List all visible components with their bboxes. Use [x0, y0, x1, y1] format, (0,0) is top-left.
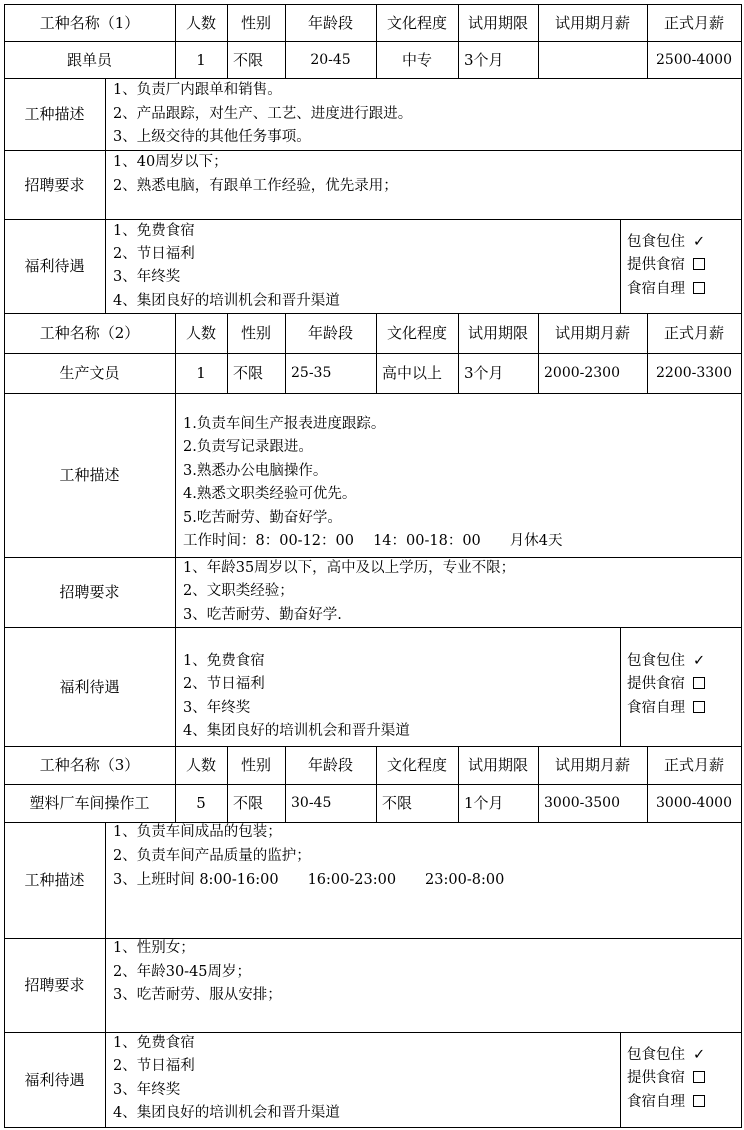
description-label: 工种描述	[24, 105, 85, 123]
job-salary: 2500-4000	[656, 51, 732, 68]
header-age: 年龄段	[307, 13, 353, 32]
header-probation-salary: 试用期月薪	[554, 13, 630, 32]
requirement-line: 2、文职类经验；	[183, 583, 294, 600]
v-rule	[620, 219, 621, 314]
requirement-line: 2、年龄30-45周岁；	[113, 963, 252, 980]
accommodation-option-self	[627, 278, 705, 301]
benefit-line: 4、集团良好的培训机会和晋升渠道	[113, 292, 340, 309]
description-line: 1、负责车间成品的包装；	[113, 824, 282, 840]
header-probation-salary: 试用期月薪	[554, 324, 630, 342]
accommodation-option-board-lodging	[627, 231, 705, 254]
accommodation-label: 食宿自理	[627, 280, 685, 297]
checkbox-icon	[693, 258, 705, 270]
job-count: 1	[196, 364, 206, 382]
job-education: 不限	[382, 794, 413, 812]
job-title-header: 工种名称（3）	[39, 756, 140, 774]
header-gender: 性别	[240, 324, 271, 342]
requirement-line: 1、年龄35周岁以下，高中及以上学历，专业不限；	[183, 560, 516, 576]
v-rule	[741, 4, 742, 314]
v-rule	[175, 393, 176, 747]
benefit-line: 1、免费食宿	[113, 1035, 195, 1051]
checkbox-icon	[693, 701, 705, 713]
accommodation-label: 提供食宿	[627, 676, 685, 693]
job-name: 塑料厂车间操作工	[29, 794, 150, 812]
checkbox-icon	[693, 677, 705, 689]
header-probation-salary: 试用期月薪	[554, 756, 630, 774]
job-education: 高中以上	[382, 364, 443, 382]
job-name: 跟单员	[66, 50, 112, 69]
benefit-line: 3、年终奖	[113, 269, 181, 286]
h-rule	[4, 1127, 742, 1128]
h-rule	[4, 353, 742, 354]
accommodation-label: 食宿自理	[627, 699, 685, 716]
header-age: 年龄段	[307, 756, 353, 774]
benefit-line: 3、年终奖	[183, 699, 251, 716]
job-salary: 3000-4000	[656, 795, 732, 811]
job-age: 30-45	[291, 795, 332, 811]
benefit-line: 2、节日福利	[113, 1058, 195, 1075]
checkbox-icon	[693, 1095, 705, 1107]
requirements-label: 招聘要求	[24, 976, 85, 994]
check-mark-icon: ✓	[693, 653, 706, 669]
job-title-header: 工种名称（1）	[39, 13, 140, 32]
description-line: 工作时间：8：00-12：00 14：00-18：00 月休4天	[183, 533, 563, 549]
header-education: 文化程度	[386, 324, 447, 342]
header-education: 文化程度	[386, 13, 447, 32]
check-mark-icon: ✓	[693, 1047, 706, 1063]
description-line: 2.负责写记录跟进。	[183, 439, 313, 456]
header-probation: 试用期限	[467, 324, 528, 342]
accommodation-label: 提供食宿	[627, 1070, 685, 1087]
requirement-line: 3、吃苦耐劳、服从安排；	[113, 987, 282, 1003]
benefits-label: 福利待遇	[59, 677, 120, 696]
check-mark-icon: ✓	[693, 234, 706, 250]
job-count: 1	[196, 50, 206, 69]
job-name: 生产文员	[59, 364, 120, 382]
job-gender: 不限	[233, 794, 264, 812]
accommodation-option-provided	[627, 1067, 705, 1090]
job-age: 25-35	[291, 365, 332, 381]
accommodation-label: 包食包住	[627, 653, 685, 669]
h-rule	[4, 313, 742, 314]
description-line: 2、负责车间产品质量的监护；	[113, 848, 311, 864]
requirement-line: 1、性别女；	[113, 940, 195, 956]
h-rule	[4, 627, 742, 628]
header-count: 人数	[185, 324, 216, 342]
benefit-line: 4、集团良好的培训机会和晋升渠道	[183, 722, 410, 739]
requirement-line: 1、40周岁以下；	[113, 154, 228, 170]
header-count: 人数	[185, 756, 216, 774]
v-rule	[105, 78, 106, 314]
benefit-line: 2、节日福利	[113, 246, 195, 263]
accommodation-label: 食宿自理	[627, 1093, 685, 1110]
accommodation-option-board-lodging	[627, 1044, 705, 1067]
accommodation-option-board-lodging	[627, 650, 705, 673]
header-probation: 试用期限	[467, 13, 528, 32]
job-probation: 3个月	[464, 364, 504, 382]
benefit-line: 3、年终奖	[113, 1081, 181, 1098]
description-line: 3、上级交待的其他任务事项。	[113, 129, 311, 145]
header-age: 年龄段	[307, 324, 353, 342]
header-salary: 正式月薪	[663, 13, 724, 32]
job-probation: 1个月	[464, 794, 504, 812]
requirement-line: 2、熟悉电脑，有跟单工作经验，优先录用；	[113, 177, 398, 194]
accommodation-label: 包食包住	[627, 234, 685, 250]
header-salary: 正式月薪	[663, 324, 724, 342]
h-rule	[4, 746, 742, 747]
description-line: 3.熟悉办公电脑操作。	[183, 462, 328, 479]
header-gender: 性别	[240, 13, 271, 32]
benefit-line: 2、节日福利	[183, 676, 265, 693]
benefit-line: 4、集团良好的培训机会和晋升渠道	[113, 1104, 340, 1121]
accommodation-label: 包食包住	[627, 1047, 685, 1063]
accommodation-option-self	[627, 697, 705, 720]
accommodation-option-provided	[627, 254, 705, 277]
v-rule	[620, 1032, 621, 1128]
requirement-line: 3、吃苦耐劳、勤奋好学.	[183, 606, 342, 623]
header-count: 人数	[185, 13, 216, 32]
description-line: 1、负责厂内跟单和销售。	[113, 82, 282, 98]
header-probation: 试用期限	[467, 756, 528, 774]
header-education: 文化程度	[386, 756, 447, 774]
checkbox-icon	[693, 282, 705, 294]
h-rule	[4, 784, 742, 785]
benefit-line: 1、免费食宿	[113, 223, 195, 239]
header-salary: 正式月薪	[663, 756, 724, 774]
benefits-label: 福利待遇	[24, 1070, 85, 1089]
v-rule	[105, 822, 106, 1128]
job-age: 20-45	[310, 51, 351, 68]
job-probation-salary: 3000-3500	[544, 795, 620, 811]
benefits-label: 福利待遇	[24, 257, 85, 275]
h-rule	[4, 4, 742, 5]
description-line: 3、上班时间 8:00-16:00 16:00-23:00 23:00-8:00	[113, 872, 505, 888]
h-rule	[4, 393, 742, 394]
description-line: 1.负责车间生产报表进度跟踪。	[183, 416, 386, 432]
accommodation-option-self	[627, 1091, 705, 1114]
h-rule	[4, 41, 742, 42]
job-salary: 2200-3300	[656, 365, 732, 381]
description-label: 工种描述	[59, 466, 120, 484]
description-line: 4.熟悉文职类经验可优先。	[183, 486, 357, 503]
accommodation-label: 提供食宿	[627, 257, 685, 274]
description-label: 工种描述	[24, 871, 85, 889]
description-line: 2、产品跟踪，对生产、工艺、进度进行跟进。	[113, 105, 413, 122]
benefit-line: 1、免费食宿	[183, 653, 265, 669]
job-education: 中专	[401, 50, 432, 69]
job-count: 5	[196, 794, 206, 812]
requirements-label: 招聘要求	[24, 175, 85, 194]
v-rule	[741, 313, 742, 747]
job-gender: 不限	[233, 50, 264, 69]
description-line: 5.吃苦耐劳、勤奋好学。	[183, 509, 342, 526]
requirements-label: 招聘要求	[59, 583, 120, 601]
job-gender: 不限	[233, 364, 264, 382]
job-probation-salary: 2000-2300	[544, 365, 620, 381]
job-probation: 3个月	[464, 50, 504, 69]
header-gender: 性别	[240, 756, 271, 774]
job-title-header: 工种名称（2）	[39, 324, 140, 342]
v-rule	[620, 627, 621, 747]
accommodation-option-provided	[627, 673, 705, 696]
checkbox-icon	[693, 1071, 705, 1083]
v-rule	[741, 746, 742, 1128]
